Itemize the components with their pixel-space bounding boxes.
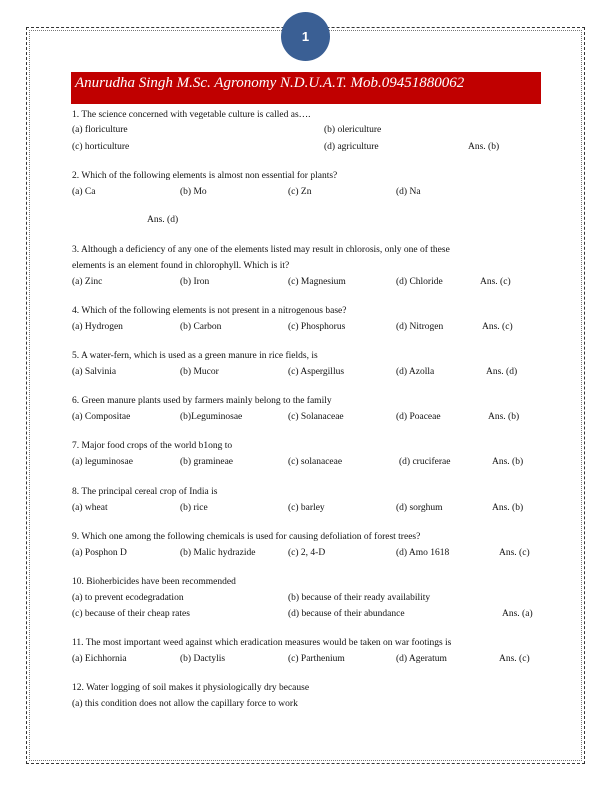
answer: Ans. (c) <box>482 322 513 332</box>
question-5: 5. A water-fern, which is used as a green manure in rice fields, is <box>72 351 318 361</box>
question-9: 9. Which one among the following chemicals is used for causing defoliation of forest trees? <box>72 532 421 542</box>
option-c: (c) barley <box>288 503 325 513</box>
option-c: (c) 2, 4-D <box>288 548 326 558</box>
option-c: (c) Magnesium <box>288 277 346 287</box>
option-a: (a) Salvinia <box>72 367 117 377</box>
option-b: (b) rice <box>180 503 208 513</box>
option-c: (c) because of their cheap rates <box>72 609 190 619</box>
option-a: (a) wheat <box>72 503 108 513</box>
question-1-options-row1 <box>72 125 542 137</box>
option-d: (d) because of their abundance <box>288 609 405 619</box>
option-a: (a) floriculture <box>72 125 128 135</box>
option-d: (d) Nitrogen <box>396 322 444 332</box>
option-c: (c) Solanaceae <box>288 412 344 422</box>
option-a: (a) leguminosae <box>72 457 133 467</box>
option-d: (d) cruciferae <box>399 457 451 467</box>
option-b: (b) Iron <box>180 277 210 287</box>
question-3-options <box>72 277 542 289</box>
option-d: (d) Azolla <box>396 367 435 377</box>
question-2-options <box>72 187 542 199</box>
option-a: (a) Ca <box>72 187 96 197</box>
option-b: (b) Mucor <box>180 367 219 377</box>
option-b: (b) because of their ready availability <box>288 593 431 603</box>
answer: Ans. (b) <box>468 142 500 152</box>
answer: Ans. (b) <box>492 503 524 513</box>
option-c: (c) horticulture <box>72 142 130 152</box>
option-b: (b) Dactylis <box>180 654 226 664</box>
answer: Ans. (c) <box>499 548 530 558</box>
answer: Ans. (d) <box>147 215 179 225</box>
page-number-badge: 1 <box>281 12 330 61</box>
option-b: (b) olericulture <box>324 125 382 135</box>
option-d: (d) sorghum <box>396 503 443 513</box>
question-12-options <box>72 699 542 711</box>
question-11-options <box>72 654 542 666</box>
option-c: (c) Phosphorus <box>288 322 346 332</box>
answer: Ans. (d) <box>486 367 518 377</box>
option-a: (a) Zinc <box>72 277 103 287</box>
option-b: (b) Malic hydrazide <box>180 548 256 558</box>
option-c: (c) solanaceae <box>288 457 343 467</box>
answer: Ans. (b) <box>488 412 520 422</box>
option-a: (a) to prevent ecodegradation <box>72 593 184 603</box>
option-d: (d) agriculture <box>324 142 379 152</box>
question-7-options <box>72 457 542 469</box>
option-a: (a) Posphon D <box>72 548 127 558</box>
option-a: (a) Hydrogen <box>72 322 123 332</box>
question-8-options <box>72 503 542 515</box>
question-3-line2: elements is an element found in chlorophyll. Which is it? <box>72 261 290 271</box>
option-b: (b) gramineae <box>180 457 234 467</box>
question-2: 2. Which of the following elements is almost non essential for plants? <box>72 171 338 181</box>
option-b: (b) Carbon <box>180 322 222 332</box>
option-d: (d) Na <box>396 187 421 197</box>
question-8: 8. The principal cereal crop of India is <box>72 487 218 497</box>
question-9-options <box>72 548 542 560</box>
question-6: 6. Green manure plants used by farmers mainly belong to the family <box>72 396 332 406</box>
question-1-options-row2 <box>72 142 542 154</box>
question-4: 4. Which of the following elements is not present in a nitrogenous base? <box>72 306 347 316</box>
answer: Ans. (c) <box>480 277 511 287</box>
answer: Ans. (b) <box>492 457 524 467</box>
question-1: 1. The science concerned with vegetable culture is called as…. <box>72 110 311 120</box>
question-10-options-row2 <box>72 609 542 621</box>
option-a: (a) Eichhornia <box>72 654 127 664</box>
question-2-answer-row <box>72 215 542 227</box>
option-d: (d) Ageratum <box>396 654 447 664</box>
option-d: (d) Chloride <box>396 277 443 287</box>
question-5-options <box>72 367 542 379</box>
option-c: (c) Aspergillus <box>288 367 345 377</box>
header-banner: Anurudha Singh M.Sc. Agronomy N.D.U.A.T. Mob.09451880062 <box>71 72 541 104</box>
question-12: 12. Water logging of soil makes it physiologically dry because <box>72 683 310 693</box>
question-6-options <box>72 412 542 424</box>
question-7: 7. Major food crops of the world b1ong to <box>72 441 233 451</box>
question-4-options <box>72 322 542 334</box>
question-10-options-row1 <box>72 593 542 605</box>
option-d: (d) Poaceae <box>396 412 441 422</box>
option-a: (a) Compositae <box>72 412 131 422</box>
question-3-line1: 3. Although a deficiency of any one of the elements listed may result in chlorosis, only one of these <box>72 245 450 255</box>
answer: Ans. (a) <box>502 609 533 619</box>
option-b: (b) Mo <box>180 187 207 197</box>
question-10: 10. Bioherbicides have been recommended <box>72 577 236 587</box>
option-d: (d) Amo 1618 <box>396 548 450 558</box>
option-a: (a) this condition does not allow the capillary force to work <box>72 699 298 709</box>
option-c: (c) Parthenium <box>288 654 345 664</box>
option-b: (b)Leguminosae <box>180 412 243 422</box>
question-11: 11. The most important weed against which eradication measures would be taken on war footings is <box>72 638 452 648</box>
answer: Ans. (c) <box>499 654 530 664</box>
option-c: (c) Zn <box>288 187 312 197</box>
